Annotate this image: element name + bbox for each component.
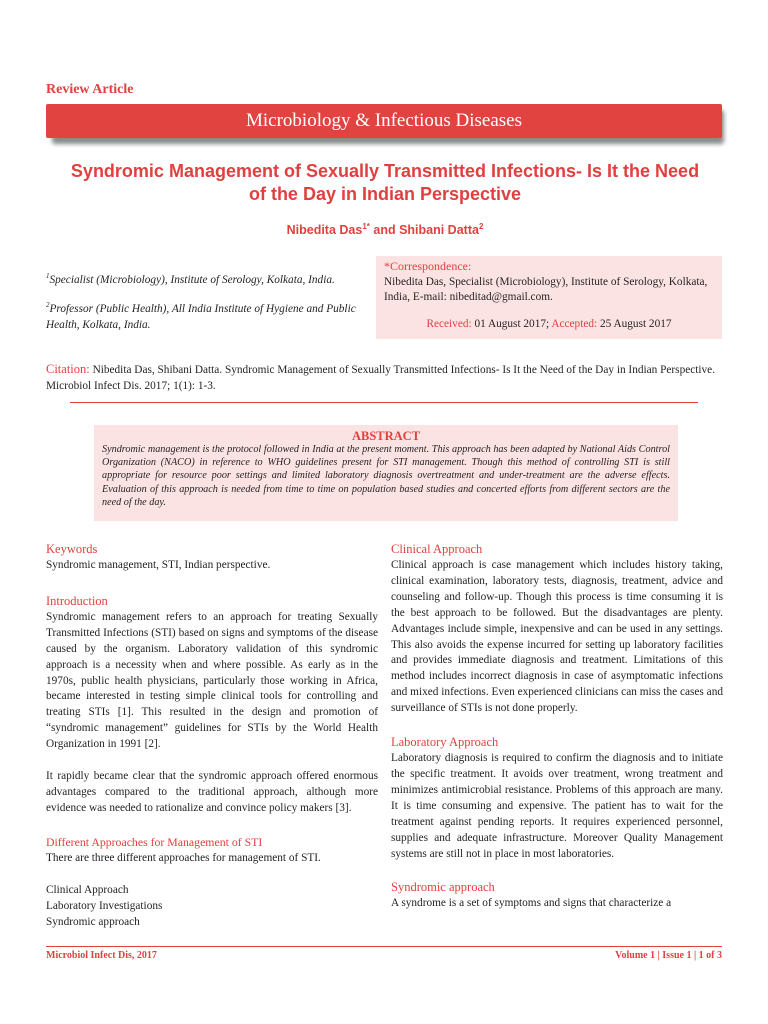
clinical-approach-heading: Clinical Approach [391,542,483,556]
author-list [40,222,730,237]
author-1: Nibedita Das [286,223,363,238]
introduction-paragraph-2: It rapidly became clear that the syndromic approach offered enormous advantages compared to the traditional approach, although more evidence was needed to rationalize and convince policy makers [3]. [46,770,378,814]
correspondence-box [376,256,722,339]
abstract-heading: ABSTRACT [351,429,421,443]
received-label: Received: [426,317,472,330]
article-title [40,160,730,206]
approaches-text: There are three different approaches for management of STI. [46,851,321,864]
affiliation-1 [46,268,366,288]
correspondence-heading: *Correspondence: [384,259,472,273]
laboratory-approach-heading: Laboratory Approach [391,735,499,750]
abstract-box [94,425,678,521]
approaches-list [46,883,378,931]
laboratory-approach-text: Laboratory diagnosis is required to confirm the diagnosis and to initiate the specific treatment. It avoids over treatment, wrong treatment and minimizes antimicrobial resistance. Problems of this approach are many. It is time consuming and expensive. The patient has to wait for the treatment against pending reports. It requires experienced personnel, supplies and adequate infrastructure. Moreover Quality Management systems are still not in place in most laboratories. [391,752,723,860]
accepted-date: 25 August 2017 [597,317,672,330]
accepted-label: Accepted: [551,317,598,330]
author-2-mark: 2 [478,222,484,231]
title-line-1: Syndromic Management of Sexually Transmitted Infections- Is It the Need [70,161,700,181]
title-line-2: of the Day in Indian Perspective [248,184,522,204]
affiliation-2-mark: 2 [46,301,50,309]
citation-text: Nibedita Das, Shibani Datta. Syndromic Management of Sexually Transmitted Infections- Is It the Need of the Day in Indian Perspective. Microbiol Infect Dis. 2017; 1(1): 1-3. [46,364,716,392]
syndromic-approach-heading: Syndromic approach [391,880,495,895]
citation-label: Citation: [46,362,90,376]
author-1-mark: 1* [362,222,370,231]
footer-divider [46,946,722,947]
author-join: and [369,223,400,238]
article-type-label: Review Article [46,82,134,97]
approaches-heading: Different Approaches for Management of STI [46,834,263,849]
article-dates [384,317,714,333]
divider [70,402,698,403]
affiliation-2-text: Professor (Public Health), All India Institute of Hygiene and Public Health, Kolkata, India. [46,302,356,331]
introduction-paragraph-1: Syndromic management refers to an approach for treating Sexually Transmitted Infections (STI) based on signs and symptoms of the disease caused by the organism. Laboratory validation of this syndromic approach is a necessity when and where possible. As early as in the 1970s, public health physicians, particularly those working in Africa, became interested in testing simple clinical tools for controlling and treating STIs [1]. This resulted in the design and promotion of “syndromic management” guidelines for STIs by the World Health Organization in 1991 [2]. [46,610,378,751]
keywords-heading: Keywords [46,542,98,556]
list-item: Laboratory Investigations [46,899,163,912]
keywords-text: Syndromic management, STI, Indian perspective. [46,559,271,571]
footer-page-info: Volume 1 | Issue 1 | 1 of 3 [615,950,722,961]
left-column [46,540,378,930]
list-item: Syndromic approach [46,915,140,928]
footer-journal: Microbiol Infect Dis, 2017 [46,950,157,961]
abstract-text: Syndromic management is the protocol followed in India at the present moment. This approach has been adapted by National Aids Control Organization (NACO) in reference to WHO guidelines present for STI management. Though this method of controlling STI is still appropriate for resource poor settings and limited laboratory diagnosis overtreatment and under-treatment are the adverse effects. Evaluation of this approach is needed from time to time on population based studies and concerted efforts from different sectors are the need of the day. [102,444,670,508]
affiliation-1-mark: 1 [46,272,50,280]
affiliation-2 [46,297,366,333]
correspondence-text: Nibedita Das, Specialist (Microbiology), Institute of Serology, Kolkata, India, E-mail: nibeditad@gmail.com. [384,275,708,303]
list-item: Clinical Approach [46,883,129,896]
syndromic-approach-text: A syndrome is a set of symptoms and signs that characterize a [391,897,672,910]
right-column [391,540,723,912]
clinical-approach-text: Clinical approach is case management which includes history taking, clinical examination, laboratory tests, diagnosis, treatment, advice and counseling and follow-up. Though this process is time consuming it is the best approach to be followed. But the disadvantages are plenty. Advantages include simple, inexpensive and can be used in any settings. This also avoids the expense incurred for setting up laboratory facilities and provides immediate diagnosis and treatment. Limitations of this method includes incorrect diagnosis in case of asymptomatic infections and mixed infections. Even experienced clinicians can miss the cases and surveillance of STIs is not done properly. [391,559,723,715]
journal-banner: Microbiology & Infectious Diseases [46,104,722,138]
affiliation-1-text: Specialist (Microbiology), Institute of Serology, Kolkata, India. [49,273,335,286]
author-2: Shibani Datta [399,223,479,238]
received-date: 01 August 2017; [471,317,552,330]
citation [46,361,722,394]
introduction-heading: Introduction [46,593,108,608]
